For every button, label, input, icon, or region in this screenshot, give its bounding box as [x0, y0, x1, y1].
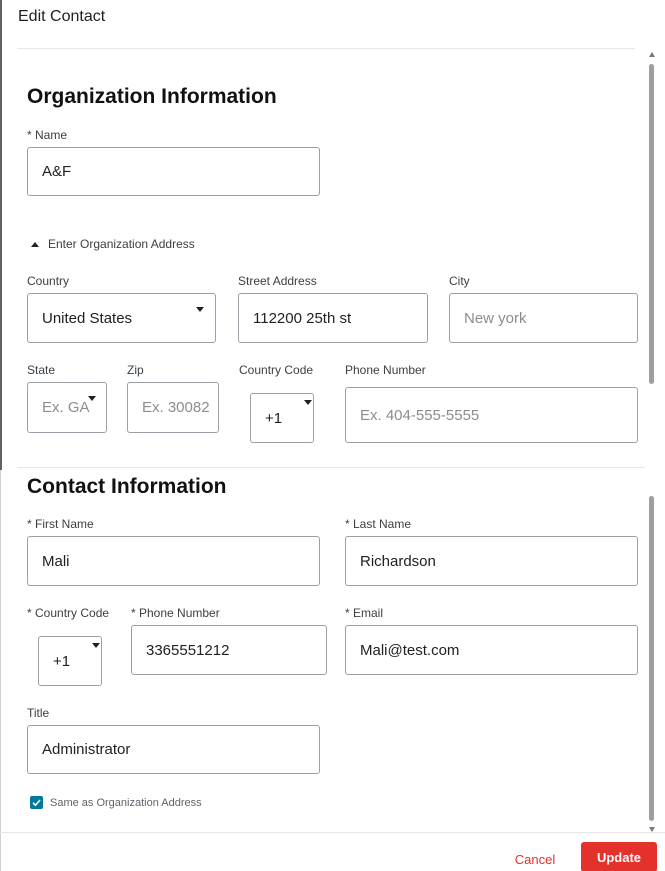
first-name-input[interactable]: Mali [27, 536, 320, 586]
organization-heading: Organization Information [27, 85, 277, 108]
first-name-label: * First Name [27, 517, 94, 531]
email-input[interactable]: Mali@test.com [345, 625, 638, 675]
zip-input[interactable]: Ex. 30082 [127, 382, 219, 433]
org-name-label: * Name [27, 128, 68, 142]
title-divider [17, 48, 635, 49]
org-phone-label: Phone Number [345, 363, 426, 377]
contact-heading: Contact Information [27, 475, 227, 498]
state-select[interactable] [27, 382, 107, 433]
checkmark-icon [31, 797, 42, 808]
city-input[interactable]: New york [449, 293, 638, 343]
contact-country-code-value: +1 [53, 652, 71, 670]
window-left-edge [0, 0, 2, 470]
footer-divider [0, 832, 665, 833]
address-toggle-label: Enter Organization Address [48, 237, 195, 251]
contact-phone-input[interactable]: 3365551212 [131, 625, 327, 675]
state-label: State [27, 363, 56, 377]
title-label: Title [27, 706, 50, 720]
email-label: * Email [345, 606, 384, 620]
title-input[interactable]: Administrator [27, 725, 320, 774]
org-phone-input[interactable]: Ex. 404-555-5555 [345, 387, 638, 443]
same-address-label: Same as Organization Address [50, 796, 202, 809]
org-country-code-value: +1 [265, 409, 283, 427]
cancel-button[interactable]: Cancel [505, 848, 565, 870]
address-toggle[interactable] [31, 237, 195, 251]
org-country-code-label: Country Code [239, 363, 314, 377]
street-label: Street Address [238, 274, 317, 288]
scrollbar-thumb-lower[interactable] [649, 496, 654, 821]
country-select[interactable] [27, 293, 216, 343]
scroll-up-arrow-icon[interactable] [649, 52, 655, 57]
street-input[interactable]: 112200 25th st [238, 293, 428, 343]
dialog-title: Edit Contact [18, 8, 106, 25]
dropdown-caret-icon [92, 643, 100, 648]
country-select-value: United States [42, 309, 133, 327]
dropdown-caret-icon [88, 396, 96, 401]
scrollbar-thumb[interactable] [649, 64, 654, 384]
same-address-checkbox[interactable] [30, 796, 43, 809]
scrollbar[interactable] [648, 52, 656, 832]
city-label: City [449, 274, 470, 288]
same-address-checkbox-row[interactable] [30, 796, 202, 809]
contact-country-code-select[interactable] [38, 636, 102, 686]
last-name-label: * Last Name [345, 517, 412, 531]
last-name-input[interactable]: Richardson [345, 536, 638, 586]
collapse-caret-icon [31, 242, 39, 247]
section-divider [17, 467, 645, 468]
dropdown-caret-icon [196, 307, 204, 312]
org-country-code-select[interactable] [250, 393, 314, 443]
contact-phone-label: * Phone Number [131, 606, 220, 620]
country-label: Country [27, 274, 70, 288]
org-name-input[interactable]: A&F [27, 147, 320, 196]
state-select-placeholder: Ex. GA [42, 399, 90, 416]
zip-label: Zip [127, 363, 144, 377]
dropdown-caret-icon [304, 400, 312, 405]
window-left-edge-lower [0, 470, 1, 871]
contact-country-code-label: * Country Code [27, 606, 110, 620]
update-button[interactable]: Update [581, 842, 657, 871]
